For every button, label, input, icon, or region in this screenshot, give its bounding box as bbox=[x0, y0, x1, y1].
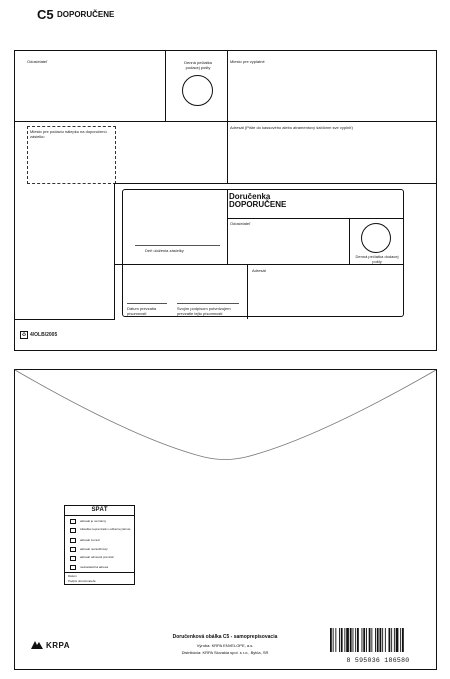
front-stamp-circle bbox=[182, 75, 213, 106]
receipt-sender-top bbox=[227, 218, 404, 219]
receipt-sender-label: Odosielateľ bbox=[230, 221, 251, 226]
barcode-bar bbox=[363, 628, 365, 652]
spat-title-line bbox=[64, 515, 135, 516]
receipt-signature-label: Svojím podpisom potvrdzujem prevzatie tejto písomnosti bbox=[177, 306, 231, 316]
receipt-date-label: Dátum prevzatia písomnosti bbox=[127, 306, 157, 316]
barcode-bar bbox=[382, 628, 383, 652]
spat-item: adresát odmietol prevziať bbox=[80, 555, 114, 559]
barcode-bar bbox=[369, 628, 371, 652]
receipt-day-label: Deň uloženia zásielky bbox=[145, 248, 184, 253]
krpa-brand: KRPA bbox=[46, 641, 71, 650]
spat-item: adresát nezastihnutý bbox=[80, 547, 108, 551]
envelope-size: C5 bbox=[37, 7, 54, 22]
receipt-left-border bbox=[114, 183, 115, 319]
recycle-icon: ♻ bbox=[21, 332, 27, 338]
krpa-logo-icon bbox=[30, 640, 44, 650]
spat-item: adresát je neznámy bbox=[80, 519, 107, 523]
receipt-date-line bbox=[127, 303, 167, 304]
spat-checkbox[interactable] bbox=[70, 528, 76, 533]
barcode-bar bbox=[339, 628, 340, 652]
receipt-bottom-border bbox=[14, 319, 115, 320]
front-divider-1 bbox=[165, 50, 166, 121]
receipt-title: Doručenka bbox=[229, 192, 271, 201]
barcode-bar bbox=[394, 628, 395, 652]
front-top-row-bottom bbox=[14, 121, 437, 122]
barcode-bar bbox=[344, 628, 345, 652]
envelope-type: DOPORUČENE bbox=[57, 10, 115, 19]
barcode-bar bbox=[402, 628, 404, 652]
receipt-stamp-divider bbox=[349, 218, 350, 264]
receipt-top-border bbox=[114, 183, 437, 184]
barcode-bar bbox=[366, 628, 367, 652]
front-divider-2 bbox=[227, 50, 228, 121]
barcode-bar bbox=[362, 628, 363, 652]
footer-distributor: Distribúcia: KRPA Slovakia spol. s r.o., Bytča, SR bbox=[181, 650, 269, 655]
spat-checkbox[interactable] bbox=[70, 547, 76, 552]
barcode-bar bbox=[400, 628, 401, 652]
receipt-vertical-divider bbox=[227, 189, 228, 264]
spat-item: zásielka neprevzatá v odbernej lehote bbox=[80, 527, 131, 531]
barcode-bar bbox=[396, 628, 399, 652]
barcode-bars bbox=[328, 628, 428, 652]
barcode-digits: 8 595036 186580 bbox=[346, 657, 410, 664]
barcode-bar bbox=[389, 628, 391, 652]
barcode-bar bbox=[353, 628, 354, 652]
footer-producer: Výroba: KRPA ENVELOPE, a.s. bbox=[196, 643, 254, 648]
spat-footer-line bbox=[64, 572, 135, 573]
barcode-bar bbox=[335, 628, 336, 652]
receipt-subtitle: DOPORUČENE bbox=[229, 200, 287, 209]
receipt-stamp-circle bbox=[361, 223, 391, 253]
spat-checkbox[interactable] bbox=[70, 556, 76, 561]
barcode bbox=[328, 628, 428, 664]
barcode-bar bbox=[357, 628, 359, 652]
receipt-lower-divider bbox=[247, 264, 248, 319]
spat-item: nedostatočná adresa bbox=[80, 565, 109, 569]
barcode-bar bbox=[391, 628, 392, 652]
spat-checkbox[interactable] bbox=[70, 519, 76, 524]
spat-box bbox=[64, 505, 135, 585]
receipt-middle-line bbox=[114, 264, 404, 265]
label-place-text: Miesto pre podaciu nálepku na doporučenú zásielku bbox=[30, 129, 107, 139]
spat-sign-label: Podpis doručovateľa bbox=[68, 579, 96, 583]
barcode-bar bbox=[346, 628, 349, 652]
barcode-bar bbox=[333, 628, 334, 652]
spat-title: SPÄŤ bbox=[91, 507, 108, 513]
front-stamp-label: Denná pečiatka podacej pošty bbox=[184, 60, 212, 70]
front-sender-label: Odosielateľ bbox=[27, 59, 48, 64]
receipt-day-line bbox=[135, 245, 220, 246]
barcode-bar bbox=[377, 628, 379, 652]
spat-date-label: Dátum bbox=[68, 574, 77, 578]
receipt-stamp-label: Denná pečiatka dodacej pošty bbox=[355, 254, 399, 264]
front-postage-label: Miesto pre vyplatné bbox=[230, 59, 265, 64]
barcode-bar bbox=[380, 628, 382, 652]
barcode-bar bbox=[341, 628, 343, 652]
back-flap-curve bbox=[14, 369, 437, 469]
barcode-bar bbox=[355, 628, 356, 652]
addressee-left-border bbox=[227, 121, 228, 183]
barcode-bar bbox=[371, 628, 372, 652]
spat-checkbox[interactable] bbox=[70, 538, 76, 543]
barcode-bar bbox=[385, 628, 386, 652]
receipt-addressee-label: Adresát bbox=[252, 268, 266, 273]
barcode-bar bbox=[350, 628, 352, 652]
front-code: 4/OLB/2005 bbox=[30, 332, 58, 338]
barcode-bar bbox=[330, 628, 332, 652]
spat-item: adresát zomrel bbox=[80, 538, 100, 542]
front-addressee-label: Adresát (Píšte do kassového alebo atramentový šablónm sve vyplniť) bbox=[230, 125, 353, 130]
spat-checkbox[interactable] bbox=[70, 565, 76, 570]
barcode-bar bbox=[375, 628, 376, 652]
receipt-sign-line bbox=[177, 303, 239, 304]
footer-title: Doručenková obálka C5 - samoprepisovacia bbox=[172, 634, 278, 640]
